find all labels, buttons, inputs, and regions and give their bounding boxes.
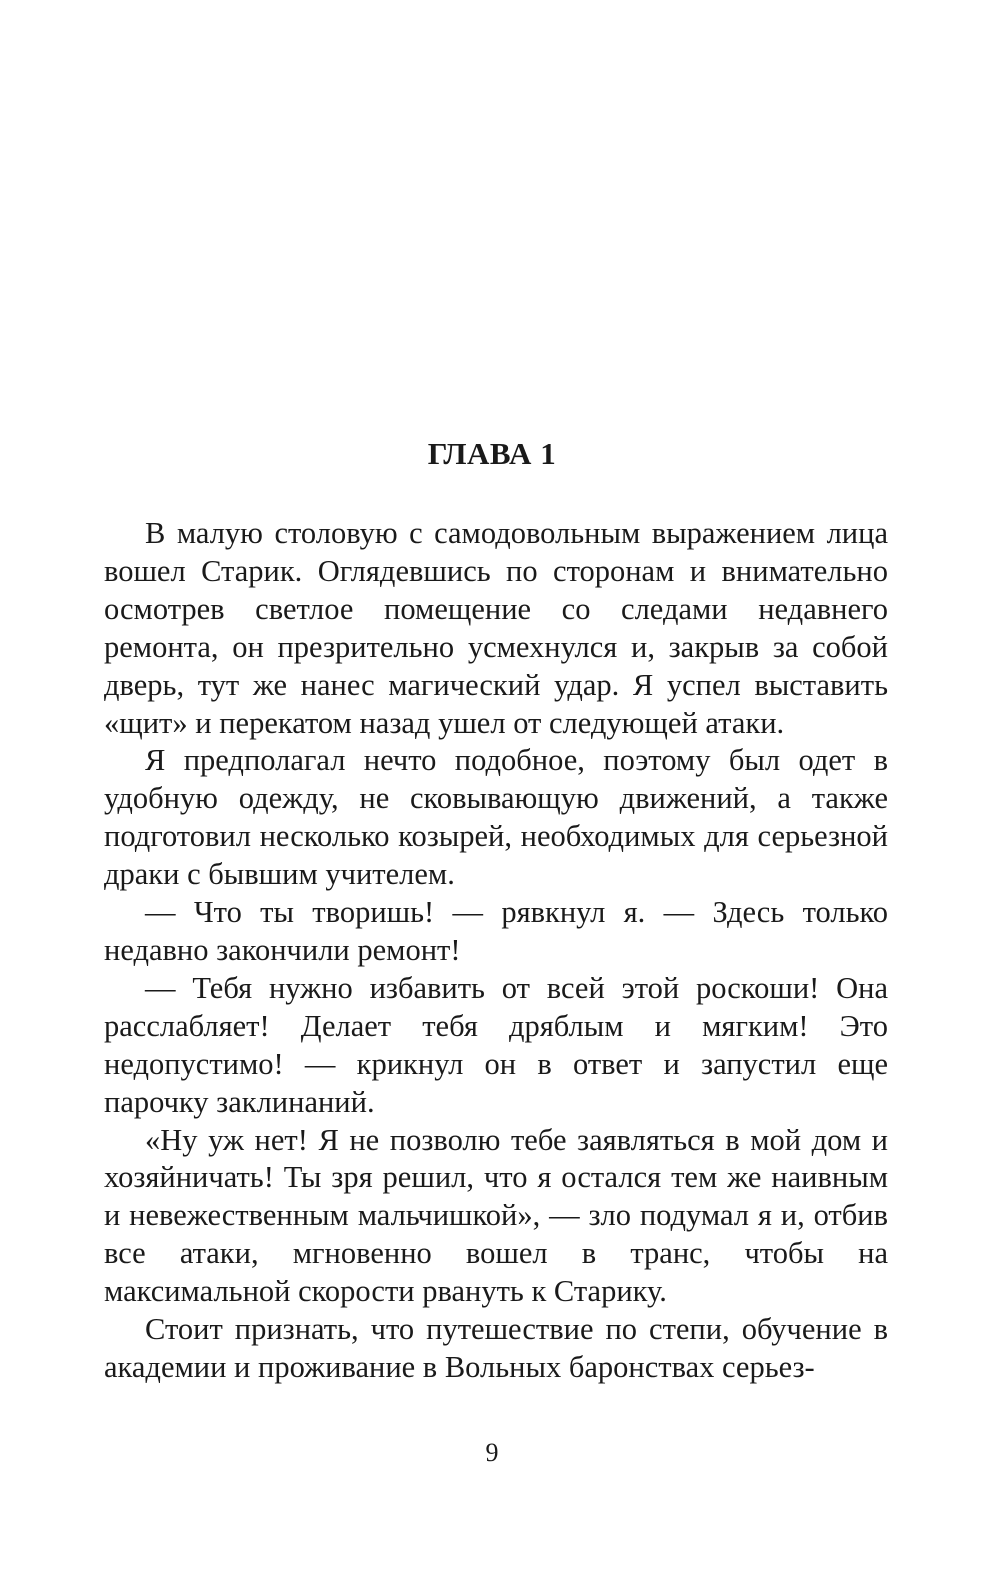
chapter-body bbox=[104, 515, 888, 1387]
page-number: 9 bbox=[485, 1438, 499, 1467]
paragraph: Я предполагал нечто подобное, поэтому был одет в удобную одежду, не сковывающую движений, а также подготовил несколько козырей, необходимых для серьезной драки с бывшим учителем. bbox=[104, 743, 888, 892]
chapter-title: ГЛАВА 1 bbox=[427, 436, 557, 471]
paragraph: В малую столовую с самодовольным выражением лица вошел Старик. Оглядевшись по сторонам и внимательно осмотрев светлое помещение со следами недавнего ремонта, он презрительно усмехнулся и, закрыв за собой дверь, тут же нанес магический удар. Я успел выставить «щит» и перекатом назад ушел от следующей атаки. bbox=[104, 516, 888, 740]
paragraph: «Ну уж нет! Я не позволю тебе заявляться в мой дом и хозяйничать! Ты зря решил, что я остался тем же наивным и невежественным мальчишкой», — зло подумал я и, отбив все атаки, мгновенно вошел в транс, чтобы на максимальной скорости рвануть к Старику. bbox=[104, 1122, 888, 1309]
paragraph: — Что ты творишь! — рявкнул я. — Здесь только недавно закончили ремонт! bbox=[104, 895, 888, 967]
paragraph: — Тебя нужно избавить от всей этой роскоши! Она расслабляет! Делает тебя дряблым и мягким! Это недопустимо! — крикнул он в ответ и запустил еще парочку заклинаний. bbox=[104, 970, 888, 1119]
paragraph: Стоит признать, что путешествие по степи, обучение в академии и проживание в Вольных баронствах серьез- bbox=[104, 1312, 888, 1384]
